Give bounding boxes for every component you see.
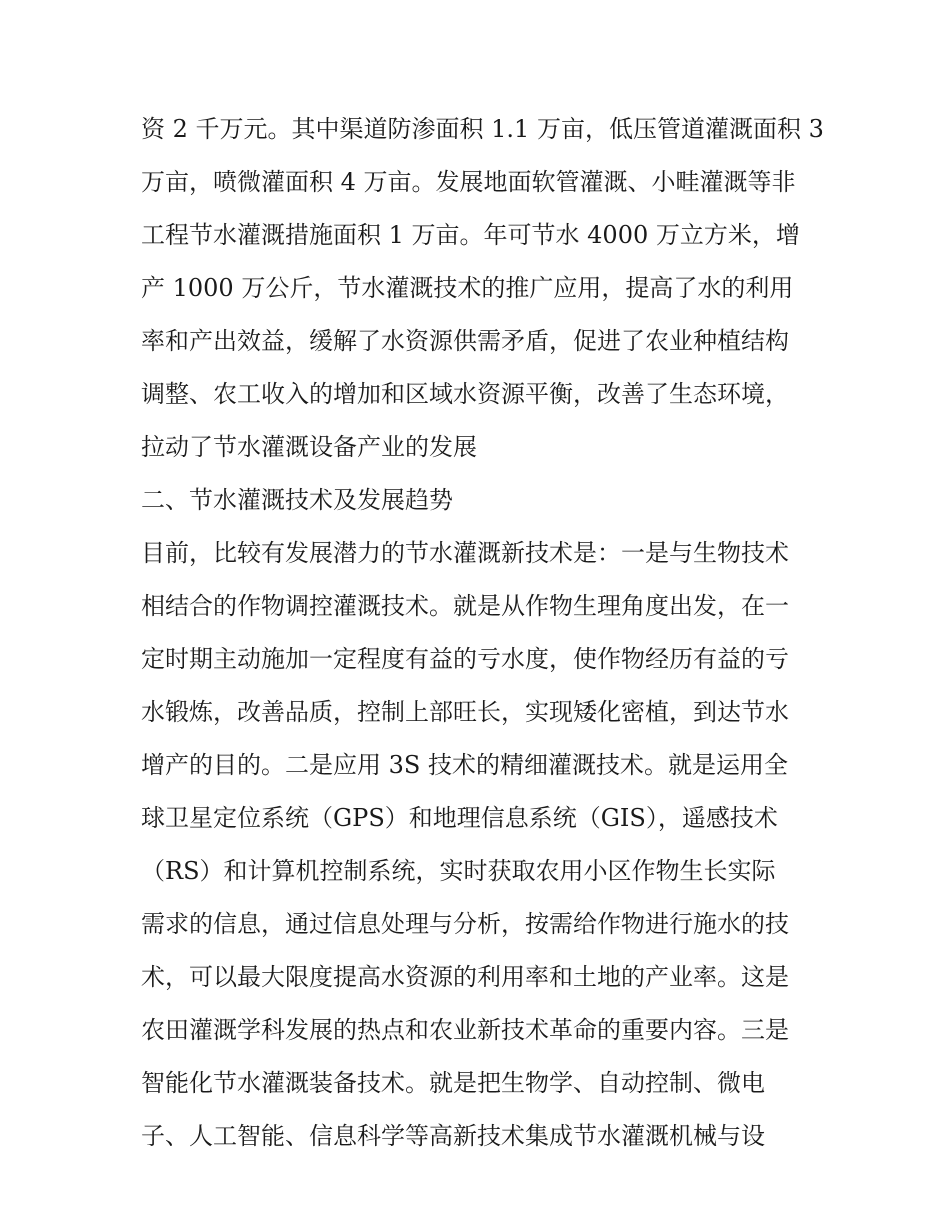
text-line: 定时期主动施加一定程度有益的亏水度，使作物经历有益的亏 (141, 645, 789, 673)
text-line: 农田灌溉学科发展的热点和农业新技术革命的重要内容。三是 (141, 1016, 789, 1044)
section-heading: 二、节水灌溉技术及发展趋势 (141, 486, 453, 514)
text-line: 产 1000 万公斤，节水灌溉技术的推广应用，提高了水的利用 (141, 274, 794, 302)
text-line: 拉动了节水灌溉设备产业的发展 (141, 433, 477, 461)
body-text (141, 103, 824, 1163)
text-line: 子、人工智能、信息科学等高新技术集成节水灌溉机械与设 (141, 1122, 765, 1150)
text-line: 相结合的作物调控灌溉技术。就是从作物生理角度出发，在一 (141, 592, 789, 620)
text-line: 万亩，喷微灌面积 4 万亩。发展地面软管灌溉、小畦灌溉等非 (141, 168, 796, 196)
text-line: 调整、农工收入的增加和区域水资源平衡，改善了生态环境， (141, 380, 789, 408)
text-line: 球卫星定位系统（GPS）和地理信息系统（GIS），遥感技术 (141, 804, 778, 832)
text-line: 水锻炼，改善品质，控制上部旺长，实现矮化密植，到达节水 (141, 698, 789, 726)
text-line: 工程节水灌溉措施面积 1 万亩。年可节水 4000 万立方米，增 (141, 221, 800, 249)
text-line: 增产的目的。二是应用 3S 技术的精细灌溉技术。就是运用全 (141, 751, 788, 779)
text-line: 智能化节水灌溉装备技术。就是把生物学、自动控制、微电 (141, 1069, 765, 1097)
text-line: （RS）和计算机控制系统，实时获取农用小区作物生长实际 (141, 857, 776, 885)
text-line: 术，可以最大限度提高水资源的利用率和土地的产业率。这是 (141, 963, 789, 991)
text-line: 率和产出效益，缓解了水资源供需矛盾，促进了农业种植结构 (141, 327, 789, 355)
text-line: 目前，比较有发展潜力的节水灌溉新技术是：一是与生物技术 (141, 539, 789, 567)
text-line: 资 2 千万元。其中渠道防渗面积 1.1 万亩，低压管道灌溉面积 3 (141, 115, 824, 143)
text-line: 需求的信息，通过信息处理与分析，按需给作物进行施水的技 (141, 910, 789, 938)
